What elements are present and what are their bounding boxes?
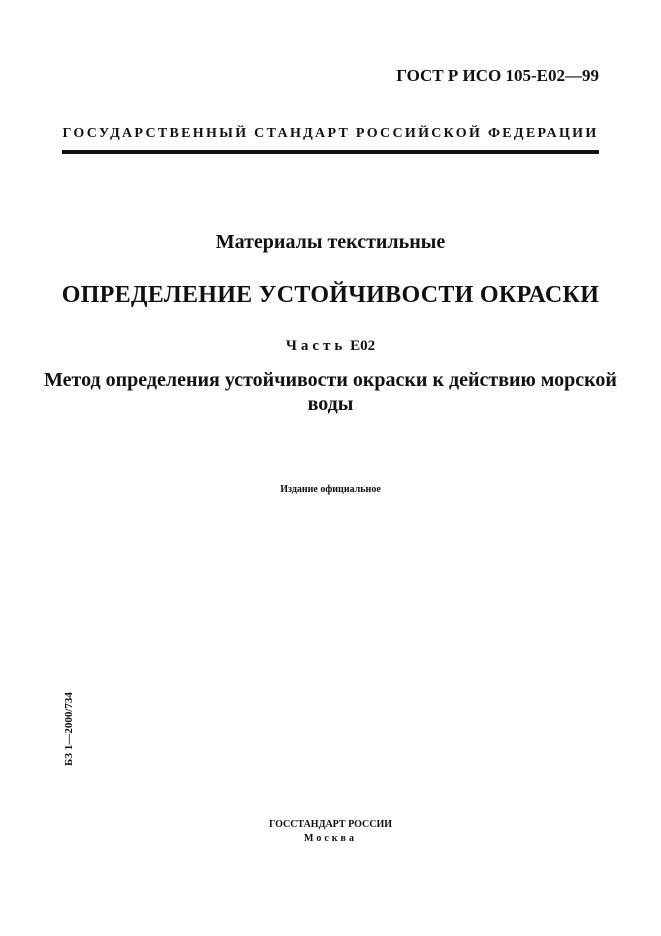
main-title: ОПРЕДЕЛЕНИЕ УСТОЙЧИВОСТИ ОКРАСКИ [61,282,600,308]
edition-label: Издание официальное [280,484,381,495]
publisher: ГОССТАНДАРТ РОССИИ [268,819,393,830]
publisher-city: Москва [304,833,357,844]
part-heading [0,338,661,355]
state-standard-heading: ГОСУДАРСТВЕННЫЙ СТАНДАРТ РОССИЙСКОЙ ФЕДЕРАЦИИ [62,126,599,141]
side-code: БЗ 1—2000/734 [63,692,75,766]
standard-number: ГОСТ Р ИСО 105-Е02—99 [396,66,599,85]
part-number: Е02 [350,338,376,354]
materials-heading: Материалы текстильные [215,231,446,253]
part-word: Часть [285,338,347,354]
header-divider [62,150,599,154]
method-title: Метод определения устойчивости окраски к действию морской воды [44,369,617,415]
